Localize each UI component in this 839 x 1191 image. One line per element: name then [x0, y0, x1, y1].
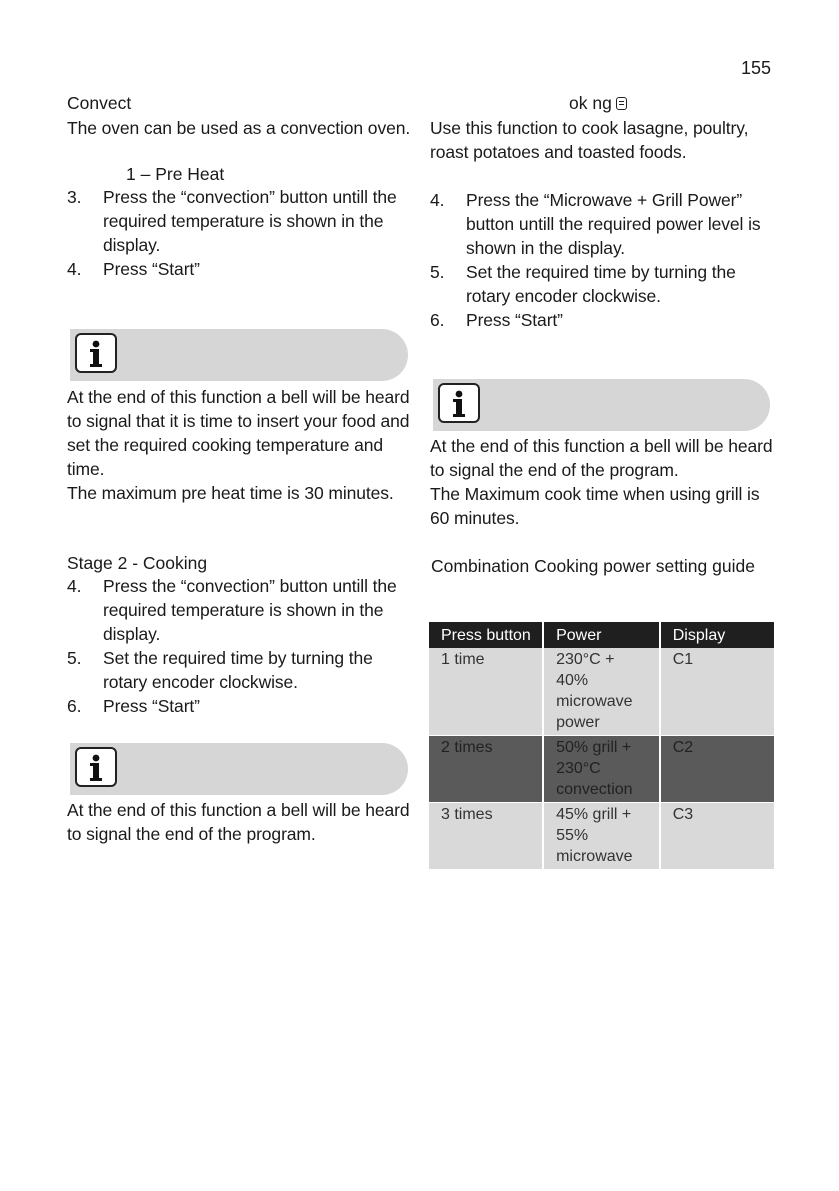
- info-icon: [75, 747, 117, 787]
- table-title: Combination Cooking power setting guide: [431, 556, 755, 576]
- list-item: 6. Press “Start”: [430, 310, 563, 330]
- stage1-steps: [67, 185, 412, 281]
- section-heading-convection: Convect: [67, 93, 132, 113]
- preheat-note-text: At the end of this function a bell will be heard to signal that it is time to insert your food and set the required cooking temperature and time.: [67, 387, 410, 479]
- stage2-block: [67, 552, 412, 718]
- table-cell: 3 times: [429, 803, 543, 870]
- table-row: [429, 648, 774, 736]
- stage2-heading: Stage 2 - Cooking: [67, 553, 208, 573]
- table-cell: 230°C + 40% microwave power: [543, 648, 660, 736]
- stage1-heading: 1 – Pre Heat: [126, 164, 225, 184]
- left-column: [67, 90, 412, 281]
- preheat-note: [67, 385, 412, 505]
- table-cell: C2: [660, 736, 774, 803]
- list-item: 4. Press the “Microwave + Grill Power” button untill the required power level is shown in the display.: [430, 190, 761, 258]
- heading-text: ok ng: [569, 93, 612, 113]
- list-item: 4. Press “Start”: [67, 259, 200, 279]
- list-item: 3. Press the “convection” button untill the required temperature is shown in the display.: [67, 187, 397, 255]
- power-setting-table: [429, 622, 774, 869]
- info-banner: [433, 379, 770, 431]
- combination-intro: Use this function to cook lasagne, poultry, roast potatoes and toasted foods.: [430, 118, 749, 162]
- max-cook-time: The Maximum cook time when using grill is 60 minutes.: [430, 484, 760, 528]
- list-item: 5. Set the required time by turning the rotary encoder clockwise.: [67, 648, 373, 692]
- combination-note: [430, 434, 775, 530]
- table-cell: 45% grill + 55% microwave: [543, 803, 660, 870]
- table-cell: 1 time: [429, 648, 543, 736]
- table-cell: C3: [660, 803, 774, 870]
- list-item: 6. Press “Start”: [67, 696, 200, 716]
- table-row: [429, 736, 774, 803]
- info-icon: [75, 333, 117, 373]
- combination-steps: [430, 188, 775, 332]
- table-cell: C1: [660, 648, 774, 736]
- info-banner: [70, 329, 408, 381]
- column-header: Display: [660, 622, 774, 648]
- table-cell: 50% grill + 230°C convection: [543, 736, 660, 803]
- table-row: [429, 803, 774, 870]
- section-heading-combination: [430, 92, 775, 114]
- right-column: [430, 90, 775, 332]
- list-item: 5. Set the required time by turning the rotary encoder clockwise.: [430, 262, 736, 306]
- oven-symbol-icon: [616, 97, 627, 110]
- column-header: Press button: [429, 622, 543, 648]
- stage2-note: At the end of this function a bell will be heard to signal the end of the program.: [67, 800, 410, 844]
- column-header: Power: [543, 622, 660, 648]
- convection-intro: The oven can be used as a convection oven.: [67, 118, 411, 138]
- info-icon: [438, 383, 480, 423]
- table-header-row: [429, 622, 774, 648]
- stage2-steps: [67, 574, 412, 718]
- list-item: 4. Press the “convection” button untill the required temperature is shown in the display.: [67, 576, 397, 644]
- page-number: 155: [740, 58, 771, 78]
- preheat-max-time: The maximum pre heat time is 30 minutes.: [67, 483, 394, 503]
- combination-note-text: At the end of this function a bell will be heard to signal the end of the program.: [430, 436, 773, 480]
- table-cell: 2 times: [429, 736, 543, 803]
- info-banner: [70, 743, 408, 795]
